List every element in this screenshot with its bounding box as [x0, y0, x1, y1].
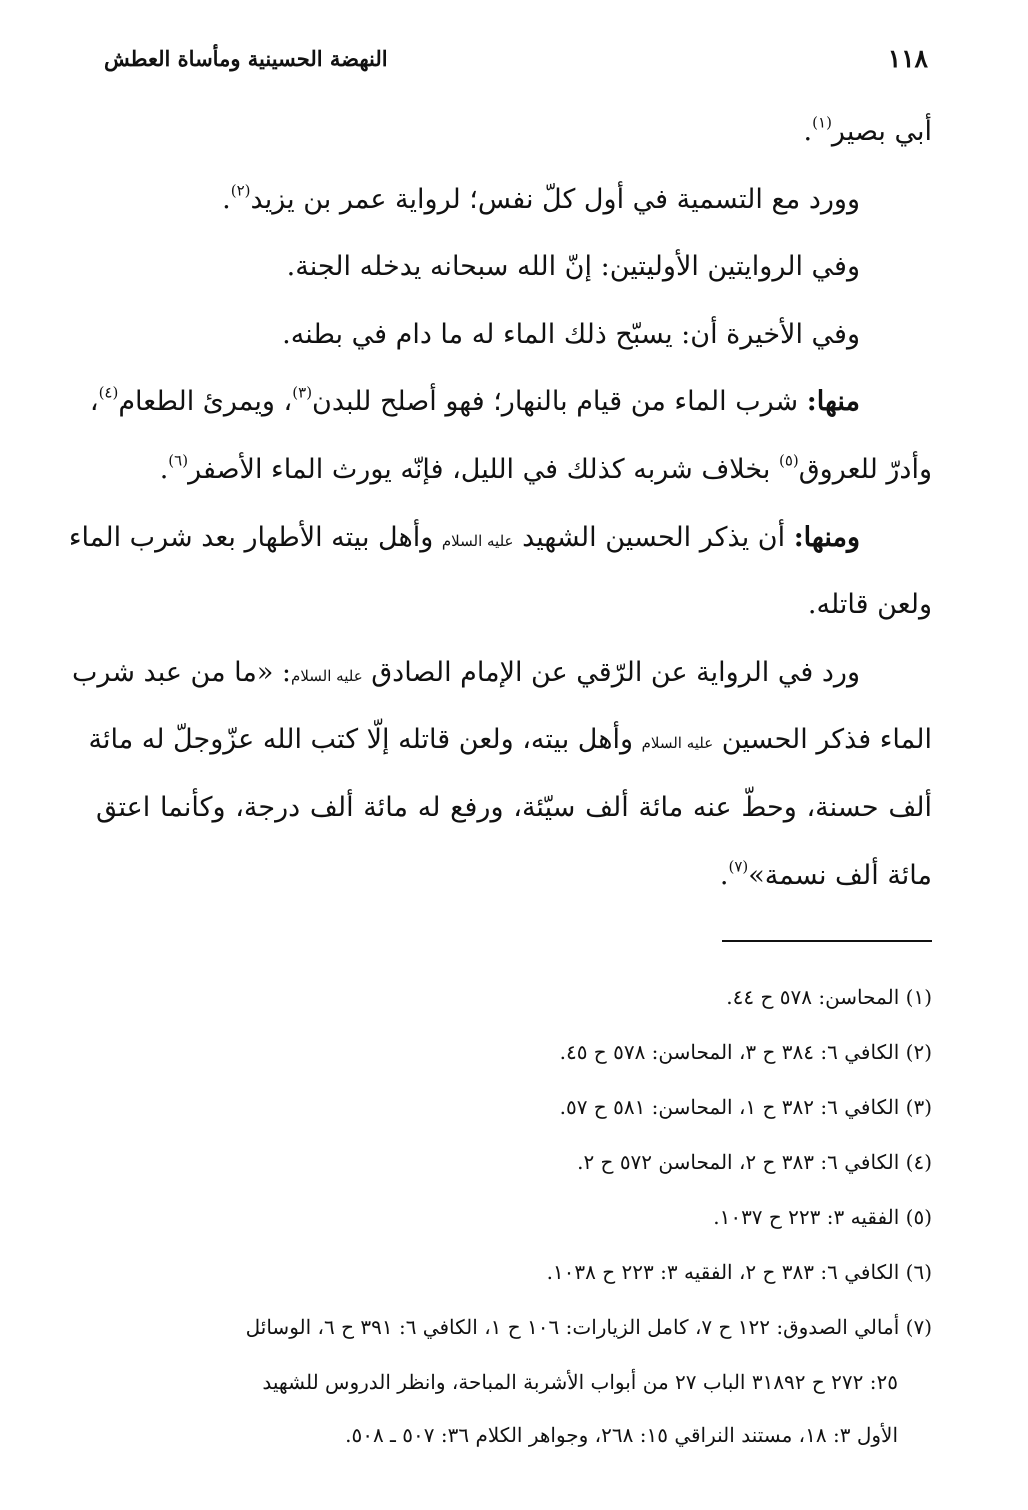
body-line-1: أبي بصير$^{(١)}$. [803, 113, 932, 147]
honorific-mark: عليه السلام [291, 667, 363, 685]
body-line-2: وورد مع التسمية في أول كلّ نفس؛ لرواية عمر بن يزيد$^{(٢)}$. [222, 181, 860, 215]
body-line-10: الماء فذكر الحسين عليه السلام وأهل بيته، ولعن قاتله إلّا كتب الله عزّوجلّ له مائة [88, 724, 932, 755]
body-line-11: ألف حسنة، وحطّ عنه مائة ألف سيّئة، ورفع له مائة ألف درجة، وكأنما اعتق [96, 792, 932, 823]
footnote-5: (٥) الفقيه ٣: ٢٢٣ ح ١٠٣٧. [713, 1205, 932, 1229]
body-line-12: مائة ألف نسمة»$^{(٧)}$. [719, 857, 932, 891]
footnote-7-cont: ٢٥: ٢٧٢ ح ٣١٨٩٢ الباب ٢٧ من أبواب الأشربة المباحة، وانظر الدروس للشهيد [262, 1370, 898, 1394]
footnote-ref[interactable]: (١) [812, 113, 832, 132]
footnote-ref[interactable]: (٧) [728, 857, 749, 876]
footnote-separator [722, 940, 932, 942]
body-line-3: وفي الروايتين الأوليتين: إنّ الله سبحانه يدخله الجنة. [286, 251, 860, 282]
body-line-5: منها: شرب الماء من قيام بالنهار؛ فهو أصلح للبدن$^{(٣)}$، ويمرئ الطعام$^{(٤)}$، [89, 383, 860, 417]
body-line-4: وفي الأخيرة أن: يسبّح ذلك الماء له ما دام في بطنه. [282, 319, 860, 350]
body-line-8: ولعن قاتله. [807, 589, 932, 620]
footnote-4: (٤) الكافي ٦: ٣٨٣ ح ٢، المحاسن ٥٧٢ ح ٢. [577, 1150, 932, 1174]
footnote-ref[interactable]: (٢) [230, 181, 251, 200]
footnote-1: (١) المحاسن: ٥٧٨ ح ٤٤. [726, 985, 932, 1009]
page-number: ١١٨ [887, 44, 928, 73]
footnote-ref[interactable]: (٥) [778, 451, 799, 470]
footnote-7: (٧) أمالي الصدوق: ١٢٢ ح ٧، كامل الزيارات: ١٠٦ ح ١، الكافي ٦: ٣٩١ ح ٦، الوسائل [245, 1315, 932, 1339]
honorific-mark: عليه السلام [441, 532, 514, 550]
footnote-ref[interactable]: (٣) [292, 383, 313, 402]
clause-lead: منها: [806, 386, 860, 417]
running-title: النهضة الحسينية ومأساة العطش [104, 46, 388, 71]
clause-lead: ومنها: [793, 522, 860, 553]
footnote-ref[interactable]: (٦) [168, 451, 189, 470]
footnote-7-cont: الأول ٣: ١٨، مستند النراقي ١٥: ٢٦٨، وجواهر الكلام ٣٦: ٥٠٧ ـ ٥٠٨. [345, 1423, 898, 1447]
footnote-ref[interactable]: (٤) [98, 383, 119, 402]
footnote-3: (٣) الكافي ٦: ٣٨٢ ح ١، المحاسن: ٥٨١ ح ٥٧. [559, 1095, 932, 1119]
body-line-6: وأدرّ للعروق$^{(٥)}$ بخلاف شربه كذلك في الليل، فإنّه يورث الماء الأصفر$^{(٦)}$. [159, 451, 932, 485]
footnote-6: (٦) الكافي ٦: ٣٨٣ ح ٢، الفقيه ٣: ٢٢٣ ح ١٠٣٨. [546, 1260, 932, 1284]
body-line-9: ورد في الرواية عن الرّقي عن الإمام الصادق عليه السلام: «ما من عبد شرب [72, 657, 860, 688]
body-line-7: ومنها: أن يذكر الحسين الشهيد عليه السلام وأهل بيته الأطهار بعد شرب الماء [68, 522, 860, 553]
honorific-mark: عليه السلام [641, 734, 714, 752]
footnote-2: (٢) الكافي ٦: ٣٨٤ ح ٣، المحاسن: ٥٧٨ ح ٤٥. [559, 1040, 932, 1064]
